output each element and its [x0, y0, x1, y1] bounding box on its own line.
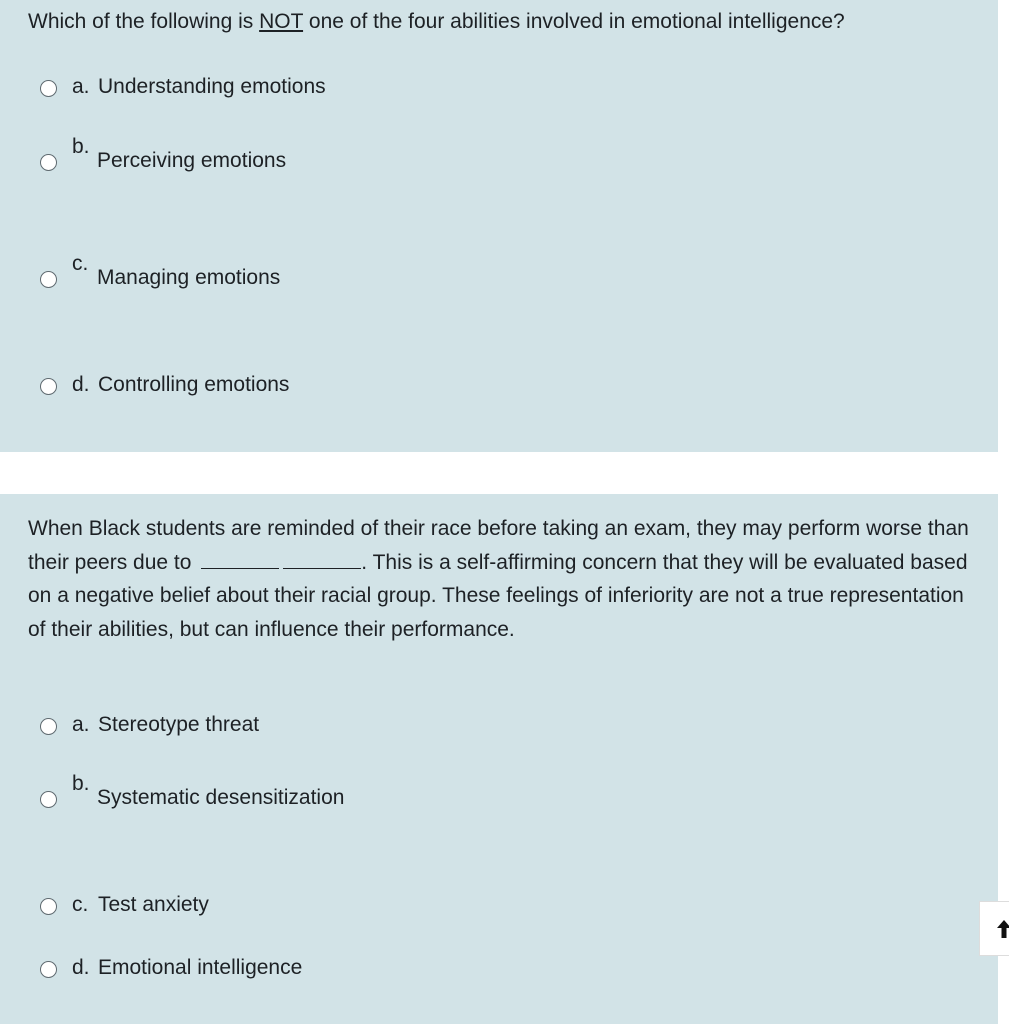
answer-blank [201, 567, 279, 569]
question-card-1: Which of the following is NOT one of the four abilities involved in emotional intelligence? a. Understanding emotions b. Perceiving emotions c. Managing emotions d. Controlling emotions [0, 0, 998, 452]
question-text: When Black students are reminded of their race before taking an exam, they may perform worse than their peers due to . This is a self-affirming concern that they will be evaluated based on a negative belief about their racial group. These feelings of inferiority are not a true representation of their abilities, but can influence their performance. [28, 517, 969, 641]
radio-button[interactable] [40, 898, 57, 915]
question-text: Which of the following is NOT one of the four abilities involved in emotional intelligence? [28, 10, 845, 33]
radio-button[interactable] [40, 271, 57, 288]
radio-button[interactable] [40, 718, 57, 735]
scroll-to-top-button[interactable] [979, 901, 1009, 956]
arrow-up-icon [996, 919, 1009, 939]
radio-button[interactable] [40, 791, 57, 808]
radio-button[interactable] [40, 961, 57, 978]
answer-blank [283, 567, 361, 569]
question-card-2: When Black students are reminded of their race before taking an exam, they may perform worse than their peers due to . This is a self-affirming concern that they will be evaluated based on a negative belief about their racial group. These feelings of inferiority are not a true representation of their abilities, but can influence their performance. a. Stereotype threat b. Systematic desensitization c. Test anxiety d. Emotional intelligence [0, 494, 998, 1024]
radio-button[interactable] [40, 378, 57, 395]
radio-button[interactable] [40, 80, 57, 97]
radio-button[interactable] [40, 154, 57, 171]
